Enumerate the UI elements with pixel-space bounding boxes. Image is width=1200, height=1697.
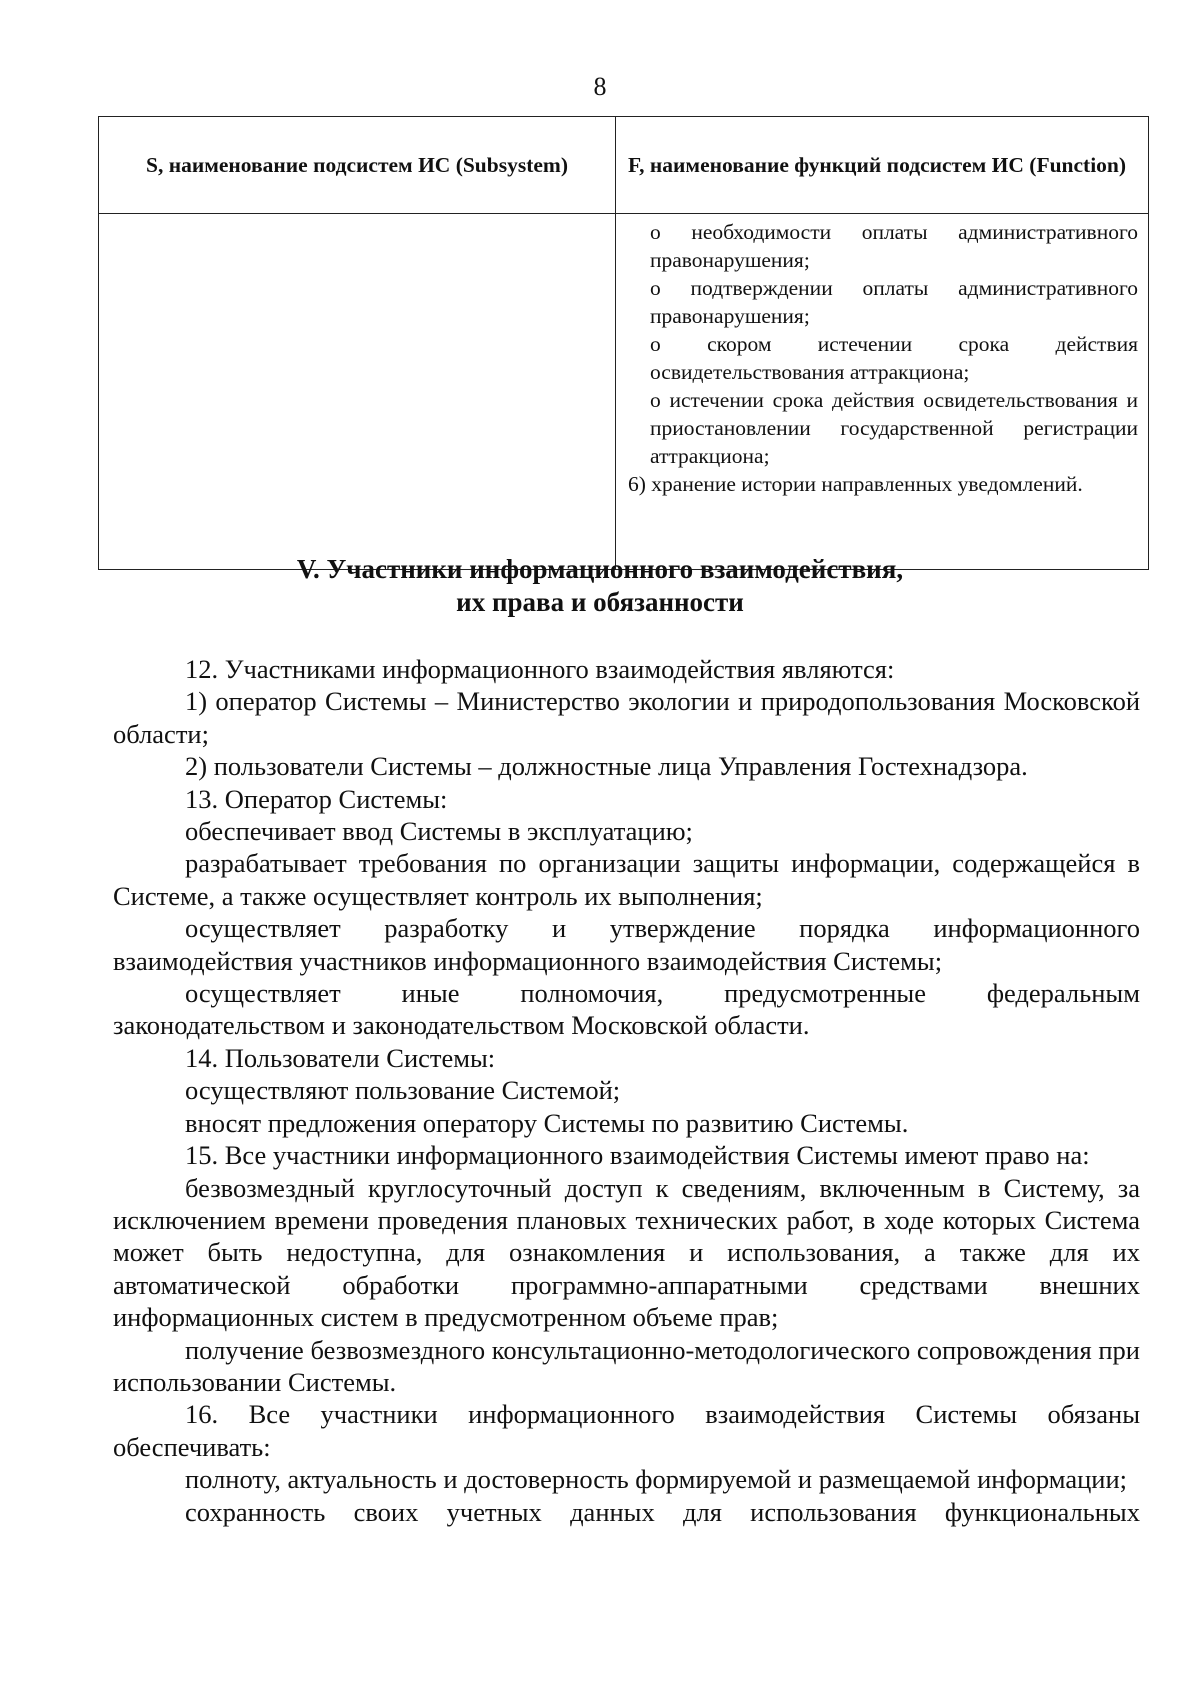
paragraph: осуществляет иные полномочия, предусмотренные федеральным законодательством и законодательством Московской области. (113, 978, 1140, 1041)
table-row (99, 214, 1149, 570)
table-header-row (99, 117, 1149, 214)
paragraph: полноту, актуальность и достоверность формируемой и размещаемой информации; (185, 1464, 1127, 1495)
paragraph: 13. Оператор Системы: (185, 783, 448, 814)
section-title-line1: V. Участники информационного взаимодействия, (296, 554, 904, 584)
function-item: о истечении срока действия освидетельствования и приостановлении государственной регистрации аттракциона; (650, 388, 1138, 468)
paragraph: 2) пользователи Системы – должностные лица Управления Гостехнадзора. (185, 751, 1028, 782)
function-item: 6) хранение истории направленных уведомлений. (628, 472, 1083, 496)
page-number: 8 (593, 72, 607, 101)
function-item: о необходимости оплаты административного правонарушения; (650, 220, 1138, 272)
paragraph: сохранность своих учетных данных для использования функциональных (185, 1496, 1140, 1527)
section-title-line2: их права и обязанности (456, 587, 744, 617)
paragraph: обеспечивает ввод Системы в эксплуатацию; (185, 816, 693, 847)
function-item: о подтверждении оплаты административного правонарушения; (650, 276, 1138, 328)
subsystem-cell-empty (99, 214, 616, 570)
paragraph: безвозмездный круглосуточный доступ к сведениям, включенным в Систему, за исключением времени проведения плановых технических работ, в ходе которых Система может быть недоступна, для ознакомления и использования, а также для их автоматической обработки программно-аппаратными средствами внешних информационных систем в предусмотренном объеме прав; (113, 1172, 1140, 1333)
header-subsystem: S, наименование подсистем ИС (Subsystem) (99, 117, 616, 214)
paragraph: 15. Все участники информационного взаимодействия Системы имеют право на: (185, 1140, 1090, 1171)
header-function: F, наименование функций подсистем ИС (Function) (616, 117, 1149, 214)
body-text (113, 653, 1140, 1528)
paragraph: разрабатывает требования по организации защиты информации, содержащейся в Системе, а также осуществляет контроль их выполнения; (113, 848, 1140, 911)
paragraph: 16. Все участники информационного взаимодействия Системы обязаны обеспечивать: (113, 1399, 1140, 1462)
paragraph: 14. Пользователи Системы: (185, 1042, 496, 1073)
function-item: о скором истечении срока действия освидетельствования аттракциона; (650, 332, 1138, 384)
subsystem-function-table (98, 116, 1149, 570)
paragraph: получение безвозмездного консультационно-методологического сопровождения при использовании Системы. (113, 1334, 1140, 1397)
paragraph: осуществляет разработку и утверждение порядка информационного взаимодействия участников информационного взаимодействия Системы; (113, 913, 1140, 976)
section-heading (0, 553, 1200, 619)
paragraph: 1) оператор Системы – Министерство экологии и природопользования Московской области; (113, 686, 1140, 749)
paragraph: 12. Участниками информационного взаимодействия являются: (185, 654, 895, 684)
paragraph: вносят предложения оператору Системы по развитию Системы. (185, 1107, 909, 1138)
function-cell (616, 214, 1149, 570)
paragraph: осуществляют пользование Системой; (185, 1075, 621, 1106)
